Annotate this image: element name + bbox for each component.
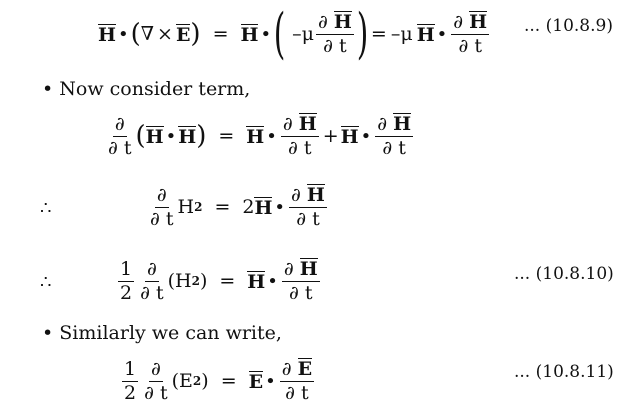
partial-symbol: ∂ (114, 112, 125, 135)
equation-number: ... (10.8.11) (514, 362, 614, 382)
time-variable: t (303, 137, 312, 159)
partial-symbol: ∂ (318, 11, 328, 34)
time-variable: t (339, 35, 347, 57)
equals-sign: = (218, 125, 235, 147)
vector-E: E (297, 358, 313, 381)
denominator-two: 2 (120, 281, 133, 304)
equals-sign: = (220, 370, 237, 392)
partial-symbol: ∂ (281, 358, 292, 381)
equation-10-8-9 (98, 2, 491, 66)
minus-mu: –μ (390, 23, 413, 45)
partial-symbol: ∂ (288, 137, 298, 159)
paren-close: ) (201, 370, 209, 392)
vector-H: H (98, 23, 116, 46)
partial-over-partial-t (106, 114, 134, 159)
partial-symbol: ∂ (283, 258, 294, 281)
partial-symbol: ∂ (323, 35, 333, 57)
H-magnitude: H (177, 196, 195, 218)
big-paren-open: ( (273, 2, 286, 65)
one-half (118, 259, 134, 304)
partial-symbol: ∂ (377, 113, 388, 136)
H-magnitude: (H (167, 270, 192, 292)
vector-H: H (469, 11, 488, 34)
time-variable: t (159, 381, 168, 404)
exponent: 2 (194, 200, 203, 214)
partial-symbol: ∂ (146, 257, 157, 280)
time-variable: t (474, 35, 482, 57)
dot-operator: • (266, 125, 277, 147)
vector-E: E (175, 23, 191, 46)
paren-close: ) (199, 270, 208, 292)
partial-H-over-partial-t (375, 113, 413, 159)
equation-time-derivative-H-dot-H (104, 110, 415, 162)
dot-operator: • (117, 23, 129, 45)
partial-symbol: ∂ (140, 281, 150, 304)
equals-sign: = (370, 23, 387, 45)
partial-symbol: ∂ (150, 207, 160, 230)
partial-symbol: ∂ (289, 282, 299, 304)
partial-symbol: ∂ (453, 11, 464, 34)
cross-symbol: × (157, 23, 173, 45)
partial-H-over-partial-t (281, 113, 319, 159)
bullet-symbol: • (42, 322, 54, 344)
big-paren-close: ) (356, 2, 369, 65)
partial-H-over-partial-t (451, 11, 489, 57)
vector-H: H (416, 23, 435, 46)
minus-mu: –μ (292, 23, 315, 45)
bullet-line-consider-term (42, 78, 250, 100)
vector-H: H (247, 270, 266, 293)
exponent: 2 (192, 374, 202, 388)
partial-symbol: ∂ (285, 382, 295, 404)
bullet-line-similarly (42, 322, 282, 344)
dot-operator: • (260, 23, 272, 45)
exponent: 2 (191, 274, 200, 288)
vector-H: H (178, 125, 197, 148)
equation-number: ... (10.8.9) (524, 16, 613, 36)
equation-10-8-11 (120, 354, 316, 408)
equation-10-8-10 (116, 254, 322, 308)
bullet-symbol: • (42, 78, 54, 100)
partial-symbol: ∂ (156, 183, 167, 206)
coefficient: 2 (242, 196, 255, 218)
partial-symbol: ∂ (296, 208, 307, 230)
dot-operator: • (436, 23, 448, 45)
partial-H-over-partial-t (282, 258, 320, 304)
numerator-one: 1 (120, 257, 133, 280)
numerator-one: 1 (124, 357, 137, 380)
paren-open: ( (130, 19, 141, 49)
partial-symbol: ∂ (458, 35, 469, 57)
time-variable: t (123, 136, 132, 159)
vector-H: H (299, 258, 318, 281)
bullet-text: Similarly we can write, (59, 322, 282, 344)
equals-sign: = (219, 270, 236, 292)
vector-H: H (240, 23, 259, 46)
plus-sign: + (322, 125, 339, 147)
partial-symbol: ∂ (291, 184, 301, 207)
partial-E-over-partial-t (280, 358, 314, 404)
paren-open: ( (135, 121, 146, 151)
equals-sign: = (214, 196, 231, 218)
equals-sign: = (212, 23, 229, 45)
denominator-two: 2 (124, 381, 137, 404)
vector-H: H (145, 125, 164, 148)
partial-symbol: ∂ (144, 381, 154, 404)
bullet-text: Now consider term, (59, 78, 251, 100)
dot-operator: • (165, 125, 177, 147)
therefore-symbol: ∴ (40, 198, 52, 219)
partial-H-over-partial-t (316, 11, 354, 57)
vector-H: H (393, 113, 412, 136)
time-variable: t (165, 207, 174, 230)
dot-operator: • (360, 125, 372, 147)
partial-symbol: ∂ (282, 113, 293, 136)
partial-H-over-partial-t (289, 184, 327, 230)
equation-number: ... (10.8.10) (514, 264, 614, 284)
vector-H: H (298, 113, 317, 136)
paren-close: ) (190, 19, 201, 49)
partial-symbol: ∂ (150, 357, 161, 380)
partial-over-partial-t (138, 259, 166, 304)
vector-E: E (248, 370, 264, 393)
partial-over-partial-t (142, 359, 170, 404)
time-variable: t (301, 382, 309, 404)
vector-H: H (333, 11, 352, 34)
equation-time-derivative-H-squared (146, 180, 329, 234)
E-magnitude: (E (171, 370, 193, 392)
time-variable: t (155, 281, 164, 304)
dot-operator: • (267, 270, 278, 292)
paren-close: ) (196, 121, 207, 151)
dot-operator: • (265, 370, 276, 392)
nabla-symbol: ∇ (140, 23, 155, 45)
therefore-symbol: ∴ (40, 272, 52, 293)
one-half (122, 359, 138, 404)
time-variable: t (304, 282, 313, 304)
time-variable: t (312, 208, 320, 230)
partial-symbol: ∂ (382, 137, 393, 159)
vector-H: H (254, 196, 273, 219)
vector-H: H (306, 184, 325, 207)
time-variable: t (398, 137, 406, 159)
vector-H: H (340, 125, 359, 148)
partial-over-partial-t (148, 185, 176, 230)
dot-operator: • (274, 196, 286, 218)
partial-symbol: ∂ (108, 136, 118, 159)
vector-H: H (246, 125, 265, 148)
